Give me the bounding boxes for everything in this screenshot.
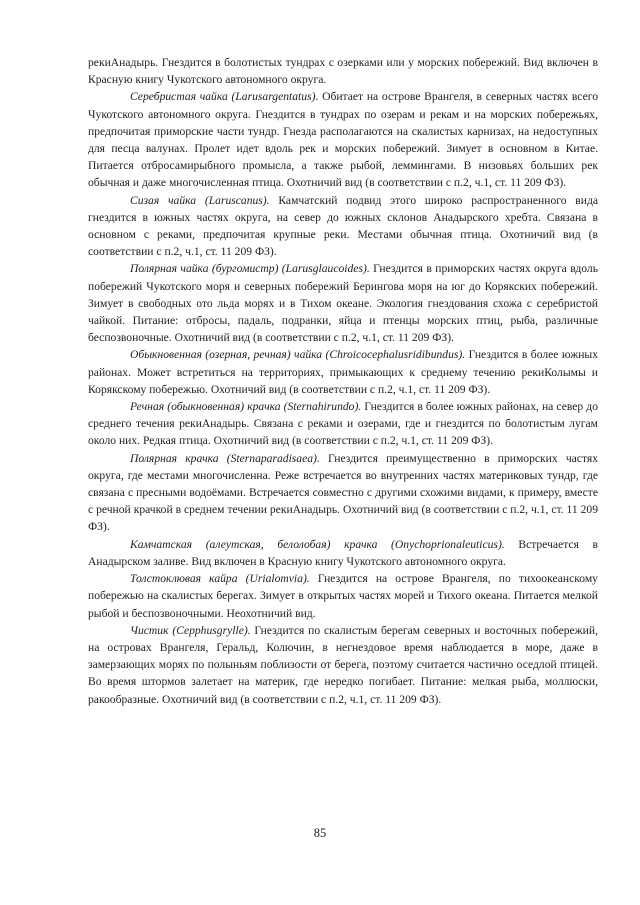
species-name: Сизая чайка (Laruscanus). <box>130 193 270 207</box>
paragraph-herring-gull: Серебристая чайка (Larusargentatus). Обитает на острове Врангеля, в северных частях всего Чукотского автономного округа. Гнездится в тундрах по озерам и рекам и на морских побережьях, предпочитая приморские части тундр. Гнезда располагаются на скалистых карнизах, на недоступных для песца валунах. Пролет идет вдоль рек и морских побережий. Зимует в основном в Китае. Питается отбросамирыбного промысла, а также рыбой, леммингами. В низовьях больших рек обычная и даже многочисленная птица. Охотничий вид (в соответствии с п.2, ч.1, ст. 11 209 ФЗ). <box>88 90 598 190</box>
paragraph-black-guillemot: Чистик (Cepphusgrylle). Гнездится по скалистым берегам северных и восточных побережий, на островах Врангеля, Геральд, Колючин, в негнездовое время наблюдается в море, даже в замерзающих морях по полыньям поблизости от берега, поэтому считается частично оседлой птицей. Во время штормов залетает на материк, где нередко погибает. Питание: мелкая рыба, моллюски, ракообразные. Охотничий вид (в соответствии с п.2, ч.1, ст. 11 209 ФЗ). <box>88 623 598 706</box>
paragraph-aleutian-tern: Камчатская (алеутская, белолобая) крачка (Onychoprionaleuticus). Встречается в Анадырском заливе. Вид включен в Красную книгу Чукотского автономного округа. <box>88 537 599 568</box>
species-name: Полярная крачка (Sternaparadisaea). <box>130 451 320 465</box>
paragraph-continuation: рекиАнадырь. Гнездится в болотистых тундрах с озерками или у морских побережий. Вид включен в Красную книгу Чукотского автономного округа. <box>88 56 598 87</box>
page-text <box>88 54 598 708</box>
species-name: Чистик (Cepphusgrylle). <box>130 623 251 637</box>
paragraph-arctic-tern: Полярная крачка (Sternaparadisaea). Гнездится преимущественно в приморских частях округа, где местами многочисленна. Реже встречается во внутренних частях материковых тундр, где связана с пресными водоёмами. Встречается совместно с другими схожими видами, к примеру, вместе с речной крачкой в среднем течении рекиАнадырь. Охотничий вид (в соответствии с п.2, ч.1, ст. 11 209 ФЗ). <box>88 451 598 534</box>
species-name: Речная (обыкновенная) крачка (Sternahirundo). <box>130 400 362 414</box>
species-name: Камчатская (алеутская, белолобая) крачка (Onychoprionaleuticus). <box>130 537 505 551</box>
paragraph-black-headed-gull: Обыкновенная (озерная, речная) чайка (Chroicocephalusridibundus). Гнездится в более южных районах. Может встретиться на территориях, примыкающих к среднему течению рекиКолымы и Корякскому побережью. Охотничий вид (в соответствии с п.2, ч.1, ст. 11 209 ФЗ). <box>88 348 598 396</box>
paragraph-thick-billed-murre: Толстоклювая кайра (Urialomvia). Гнездится на острове Врангеля, по тихоокеанскому побережью на скалистых берегах. Зимует в открытых частях морей и Тихого океана. Питается мелкой рыбой и беспозвоночными. Неохотничий вид. <box>88 572 598 620</box>
page-number: 85 <box>313 826 327 840</box>
paragraph-glaucous-gull: Полярная чайка (бургомистр) (Larusglaucoides). Гнездится в приморских частях округа вдоль побережий Чукотского моря и северных побережий Берингова моря на юг до Корякских побережий. Зимует в свободных ото льда морях и в Тихом океане. Экология гнездования схожа с серебристой чайкой. Питание: отбросы, падаль, подранки, яйца и птенцы морских птиц, рыба, различные беспозвоночные. Охотничий вид (в соответствии с п.2, ч.1, ст. 11 209 ФЗ). <box>88 262 598 345</box>
species-name: Толстоклювая кайра (Urialomvia). <box>130 572 310 586</box>
species-name: Полярная чайка (бургомистр) (Larusglaucoides). <box>130 262 370 276</box>
species-name: Серебристая чайка (Larusargentatus). <box>130 90 319 104</box>
species-name: Обыкновенная (озерная, речная) чайка (Chroicocephalusridibundus). <box>130 348 466 362</box>
paragraph-common-tern: Речная (обыкновенная) крачка (Sternahirundo). Гнездится в более южных районах, на север до среднего течения рекиАнадырь. Связана с реками и озерами, где и гнездится по болотистым лугам около них. Редкая птица. Охотничий вид (в соответствии с п.2, ч.1, ст. 11 209 ФЗ). <box>88 400 599 448</box>
paragraph-common-gull: Сизая чайка (Laruscanus). Камчатский подвид этого широко распространенного вида гнездится в южных частях округа, на север до южных склонов Анадырского хребта. Связана в основном с реками, предпочитая крупные реки. Местами обычная птица. Охотничий вид (в соответствии с п.2, ч.1, ст. 11 209 ФЗ). <box>88 193 599 259</box>
